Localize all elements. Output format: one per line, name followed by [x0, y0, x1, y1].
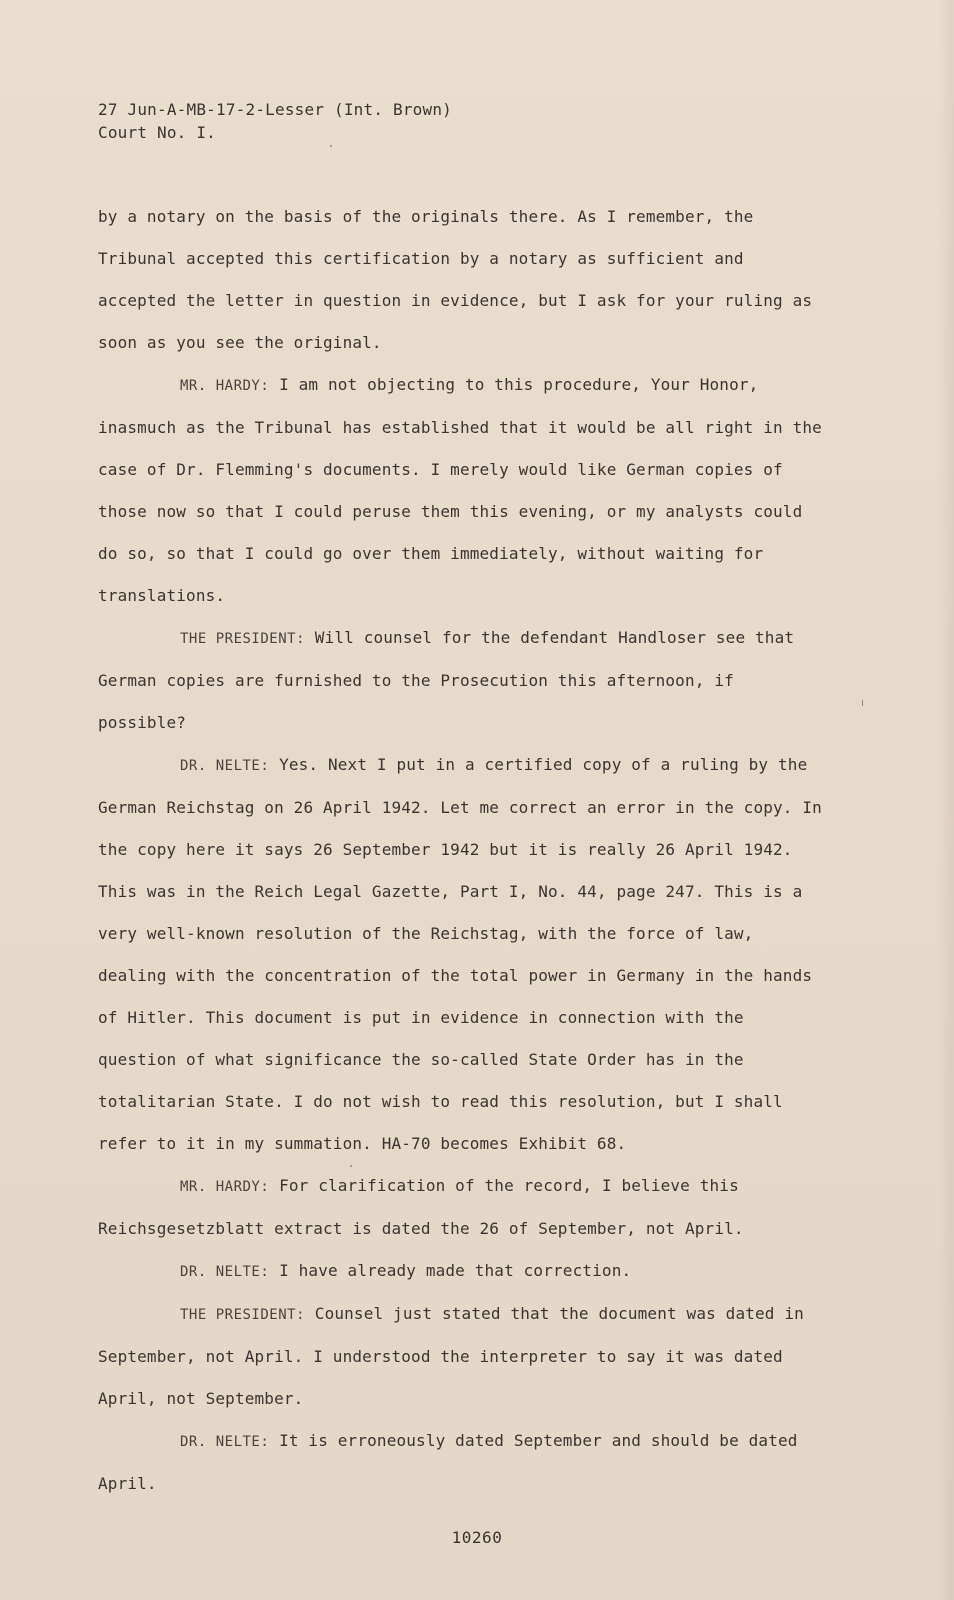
paper-speck: [350, 1165, 352, 1167]
paragraph-text: I am not objecting to this procedure, Your Honor, inasmuch as the Tribunal has established that it would be all right in the case of Dr. Flemming's documents. I merely would like German copies of those now so that I could peruse them this evening, or my analysts could do so, so that I could go over them immediately, without waiting for translations.: [98, 375, 832, 605]
page-number: 10260: [451, 1528, 503, 1547]
transcript-paragraph: [98, 1250, 828, 1293]
transcript-body: [98, 196, 832, 1505]
speaker-label: DR. NELTE:: [180, 1264, 270, 1280]
transcript-paragraph: [98, 196, 828, 364]
header-reference: 27 Jun-A-MB-17-2-Lesser (Int. Brown): [98, 100, 452, 119]
transcript-paragraph: [98, 1293, 828, 1420]
paragraph-text: Will counsel for the defendant Handloser see that German copies are furnished to the Prosecution this afternoon, if possible?: [98, 628, 804, 732]
transcript-paragraph: [98, 364, 832, 617]
paragraph-text: For clarification of the record, I believe this Reichsgesetzblatt extract is dated the 26 of September, not April.: [98, 1176, 749, 1238]
paragraph-text: Yes. Next I put in a certified copy of a ruling by the German Reichstag on 26 April 1942. Let me correct an error in the copy. In the copy here it says 26 September 1942 but it is really 26 April 1942. This was in the Reich Legal Gazette, Part I, No. 44, page 247. This is a very well-known resolution of the Reichstag, with the force of law, dealing with the concentration of the total power in Germany in the hands of Hitler. This document is put in evidence in connection with the question of what significance the so-called State Order has in the totalitarian State. I do not wish to read this resolution, but I shall refer to it in my summation. HA-70 becomes Exhibit 68.: [98, 755, 832, 1153]
header-court: Court No. I.: [98, 123, 216, 142]
paper-speck: [862, 700, 863, 706]
paper-speck: [330, 145, 332, 147]
speaker-label: THE PRESIDENT:: [180, 1307, 306, 1323]
transcript-paragraph: [98, 617, 828, 744]
speaker-label: MR. HARDY:: [180, 1179, 270, 1195]
paragraph-text: Counsel just stated that the document was dated in September, not April. I understood the interpreter to say it was dated April, not September.: [98, 1304, 814, 1408]
transcript-paragraph: [98, 1420, 828, 1505]
paragraph-text: It is erroneously dated September and should be dated April.: [98, 1431, 808, 1493]
speaker-label: DR. NELTE:: [180, 758, 270, 774]
document-header: [98, 98, 452, 144]
speaker-label: MR. HARDY:: [180, 378, 270, 394]
speaker-label: THE PRESIDENT:: [180, 631, 306, 647]
transcript-paragraph: [98, 1165, 828, 1250]
paragraph-text: by a notary on the basis of the originals there. As I remember, the Tribunal accepted this certification by a notary as sufficient and accepted the letter in question in evidence, but I ask for your ruling as soon as you see the original.: [98, 207, 822, 352]
transcript-paragraph: [98, 744, 832, 1165]
speaker-label: DR. NELTE:: [180, 1434, 270, 1450]
paragraph-text: I have already made that correction.: [269, 1261, 632, 1280]
